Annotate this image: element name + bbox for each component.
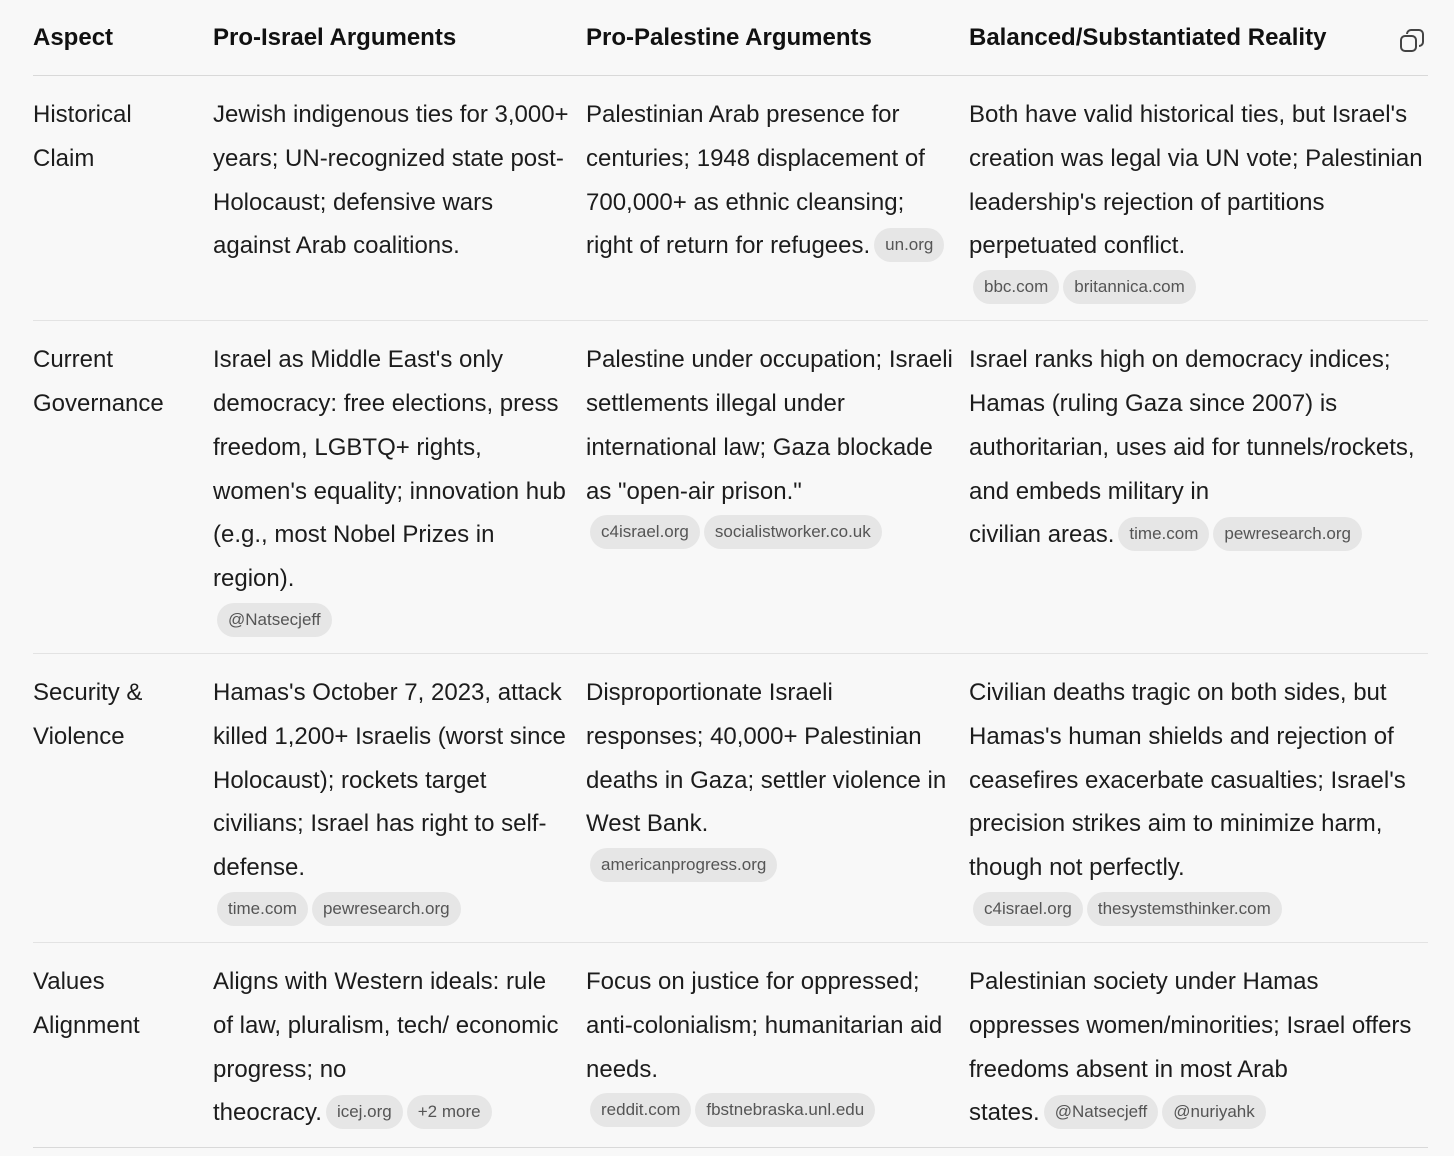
table-row: [33, 76, 1428, 321]
comparison-table-container: [33, 0, 1428, 1148]
cell-tail-group: [969, 1099, 1266, 1126]
source-chip[interactable]: @Natsecjeff: [1044, 1095, 1159, 1129]
cell-text: Both have valid historical ties, but Israel's creation was legal via UN vote; Palestinian leadership's rejection of partitions perpetuated conflict.: [969, 101, 1423, 260]
cell-text: Jewish indigenous ties for 3,000+ years; UN-recognized state post-Holocaust; defensive wars against Arab coalitions.: [213, 101, 569, 260]
header-balanced-cell: [969, 0, 1428, 76]
source-chip[interactable]: time.com: [1118, 517, 1209, 551]
source-chip[interactable]: @Natsecjeff: [217, 603, 332, 637]
source-chip[interactable]: @nuriyahk: [1162, 1095, 1266, 1129]
copy-icon: [1399, 28, 1425, 54]
source-chip[interactable]: icej.org: [326, 1095, 403, 1129]
cell-text: Palestinian society under Hamas oppresses women/minorities; Israel offers freedoms absent in most Arab: [969, 967, 1412, 1083]
table-row: [33, 321, 1428, 654]
cell-aspect: Values Alignment: [33, 942, 213, 1147]
cell-israel: [213, 321, 586, 654]
cell-israel: [213, 76, 586, 321]
cell-israel: [213, 942, 586, 1147]
source-chip[interactable]: bbc.com: [973, 270, 1059, 304]
cell-text: Israel as Middle East's only democracy: free elections, press freedom, LGBTQ+ rights, women's equality; innovation hub (e.g., most Nobel Prizes in region).: [213, 346, 566, 593]
header-pro-israel: Pro-Israel Arguments: [213, 0, 586, 76]
source-chip[interactable]: c4israel.org: [590, 515, 700, 549]
cell-text: Hamas's October 7, 2023, attack killed 1,200+ Israelis (worst since Holocaust); rockets target civilians; Israel has right to self-defense.: [213, 678, 566, 882]
cell-text-tail: refugees.: [770, 232, 871, 260]
cell-text: Focus on justice for oppressed; anti-colonialism; humanitarian aid needs.: [586, 967, 943, 1083]
source-chip[interactable]: reddit.com: [590, 1093, 691, 1127]
source-chips: [586, 1093, 955, 1127]
source-chips: [586, 515, 955, 549]
cell-text-tail: civilian areas.: [969, 521, 1115, 549]
header-row: [33, 0, 1428, 76]
source-chip[interactable]: un.org: [874, 228, 944, 262]
header-pro-palestine: Pro-Palestine Arguments: [586, 0, 969, 76]
cell-aspect: Historical Claim: [33, 76, 213, 321]
cell-palestine: [586, 942, 969, 1147]
table-row: [33, 942, 1428, 1147]
cell-tail-group: [770, 232, 944, 259]
source-chip[interactable]: c4israel.org: [973, 892, 1083, 926]
source-chip[interactable]: pewresearch.org: [1213, 517, 1362, 551]
source-chip[interactable]: americanprogress.org: [590, 848, 777, 882]
header-aspect: Aspect: [33, 0, 213, 76]
cell-palestine: [586, 321, 969, 654]
cell-text: Palestine under occupation; Israeli settlements illegal under international law; Gaza blockade as "open-air prison.": [586, 346, 953, 505]
cell-balanced: [969, 321, 1428, 654]
cell-tail-group: [969, 521, 1362, 548]
cell-text-tail: theocracy.: [213, 1099, 322, 1127]
cell-balanced: [969, 653, 1428, 942]
source-chips: [969, 892, 1428, 926]
cell-text: Israel ranks high on democracy indices; Hamas (ruling Gaza since 2007) is authoritarian, uses aid for tunnels/rockets, and embeds military in: [969, 346, 1415, 505]
cell-text-tail: states.: [969, 1099, 1040, 1127]
cell-palestine: [586, 76, 969, 321]
cell-text: Palestinian Arab presence for centuries; 1948 displacement of 700,000+ as ethnic cleansing; right of return for: [586, 101, 925, 260]
source-chips: [969, 270, 1428, 304]
table-header: [33, 0, 1428, 76]
cell-text: Aligns with Western ideals: rule of law, pluralism, tech/ economic progress; no: [213, 967, 559, 1083]
comparison-table: [33, 0, 1428, 1148]
header-balanced: Balanced/Substantiated Reality: [969, 24, 1327, 51]
table-body: [33, 76, 1428, 1148]
source-chip[interactable]: fbstnebraska.unl.edu: [695, 1093, 875, 1127]
source-chip[interactable]: socialistworker.co.uk: [704, 515, 882, 549]
source-chip[interactable]: thesystemsthinker.com: [1087, 892, 1282, 926]
table-row: [33, 653, 1428, 942]
source-chip[interactable]: britannica.com: [1063, 270, 1196, 304]
source-chip[interactable]: pewresearch.org: [312, 892, 461, 926]
copy-table-button[interactable]: [1398, 27, 1426, 55]
source-chip[interactable]: time.com: [217, 892, 308, 926]
cell-palestine: [586, 653, 969, 942]
cell-text: Civilian deaths tragic on both sides, but Hamas's human shields and rejection of ceasefires exacerbate casualties; Israel's precision strikes aim to minimize harm, though not perfectly.: [969, 678, 1406, 882]
header-balanced-wrap: [969, 21, 1428, 55]
cell-balanced: [969, 942, 1428, 1147]
source-chips: [213, 603, 572, 637]
cell-balanced: [969, 76, 1428, 321]
cell-text: Disproportionate Israeli responses; 40,000+ Palestinian deaths in Gaza; settler violence in West Bank.: [586, 678, 947, 838]
cell-israel: [213, 653, 586, 942]
source-chip[interactable]: +2 more: [407, 1095, 492, 1129]
cell-tail-group: [213, 1099, 492, 1126]
cell-aspect: Current Governance: [33, 321, 213, 654]
source-chips: [586, 848, 955, 882]
cell-aspect: Security & Violence: [33, 653, 213, 942]
source-chips: [213, 892, 572, 926]
